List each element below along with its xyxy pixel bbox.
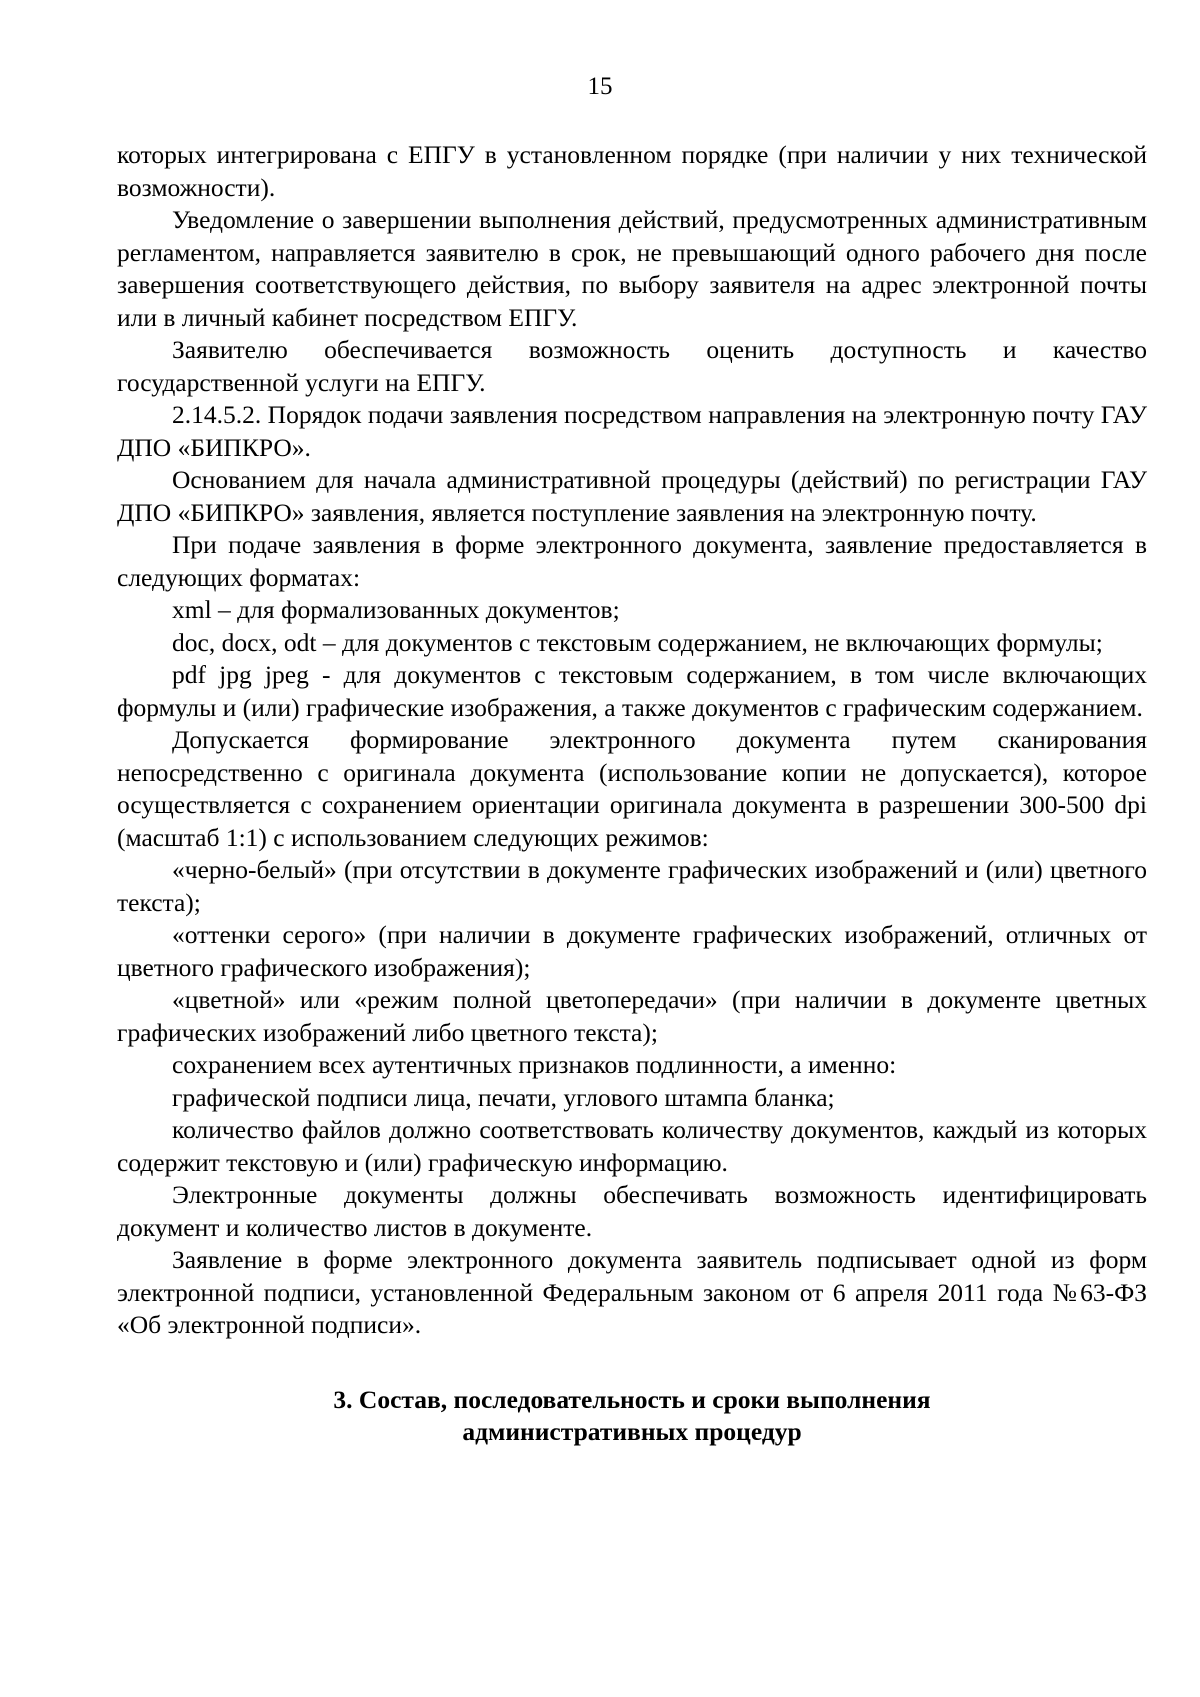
paragraph-format-pdf: pdf jpg jpeg - для документов с текстовым содержанием, в том числе включающих формулы и (или) графические изображения, а также документов с графическим содержанием. (117, 660, 1147, 722)
paragraph-continuation: которых интегрирована с ЕПГУ в установленном порядке (при наличии у них технической возможности). (117, 140, 1147, 202)
paragraph-section-2-14-5-2: 2.14.5.2. Порядок подачи заявления посредством направления на электронную почту ГАУ ДПО «БИПКРО». (117, 400, 1147, 462)
paragraph-formats-intro: При подаче заявления в форме электронного документа, заявление предоставляется в следующих форматах: (117, 530, 1147, 592)
paragraph-scanning: Допускается формирование электронного документа путем сканирования непосредственно с оригинала документа (использование копии не допускается), которое осуществляется с сохранением ориентации оригинала документа в разрешении 300-500 dpi (масштаб 1:1) с использованием следующих режимов: (117, 725, 1147, 852)
paragraph-signature-stamp: графической подписи лица, печати, углового штампа бланка; (172, 1082, 835, 1112)
paragraph-procedure-basis: Основанием для начала административной процедуры (действий) по регистрации ГАУ ДПО «БИПКРО» заявления, является поступление заявления на электронную почту. (117, 465, 1147, 527)
paragraph-mode-grayscale: «оттенки серого» (при наличии в документе графических изображений, отличных от цветного графического изображения); (117, 920, 1147, 982)
paragraph-format-doc: doc, docx, odt – для документов с текстовым содержанием, не включающих формулы; (172, 627, 1103, 657)
paragraph-notification: Уведомление о завершении выполнения действий, предусмотренных административным регламентом, направляется заявителю в срок, не превышающий одного рабочего дня после завершения соответствующего действия, по выбору заявителя на адрес электронной почты или в личный кабинет посредством ЕПГУ. (117, 205, 1147, 332)
page-number: 15 (587, 73, 613, 100)
paragraph-identification: Электронные документы должны обеспечивать возможность идентифицировать документ и количество листов в документе. (117, 1180, 1147, 1242)
paragraph-mode-bw: «черно-белый» (при отсутствии в документе графических изображений и (или) цветного текста); (117, 855, 1147, 917)
paragraph-mode-color: «цветной» или «режим полной цветопередачи» (при наличии в документе цветных графических изображений либо цветного текста); (117, 985, 1147, 1047)
section-heading-line-2: административных процедур (462, 1417, 802, 1446)
section-heading (117, 1384, 1147, 1449)
paragraph-quality-assessment: Заявителю обеспечивается возможность оценить доступность и качество государственной услуги на ЕПГУ. (117, 335, 1147, 397)
paragraph-e-signature: Заявление в форме электронного документа заявитель подписывает одной из форм электронной подписи, установленной Федеральным законом от 6 апреля 2011 года №63-ФЗ «Об электронной подписи». (117, 1245, 1147, 1339)
paragraph-file-count: количество файлов должно соответствовать количеству документов, каждый из которых содержит текстовую и (или) графическую информацию. (117, 1115, 1147, 1177)
paragraph-authenticity: сохранением всех аутентичных признаков подлинности, а именно: (172, 1050, 897, 1079)
section-heading-line-1: 3. Состав, последовательность и сроки выполнения (333, 1384, 931, 1414)
body-text (117, 139, 1147, 1449)
paragraph-format-xml: xml – для формализованных документов; (172, 595, 620, 624)
